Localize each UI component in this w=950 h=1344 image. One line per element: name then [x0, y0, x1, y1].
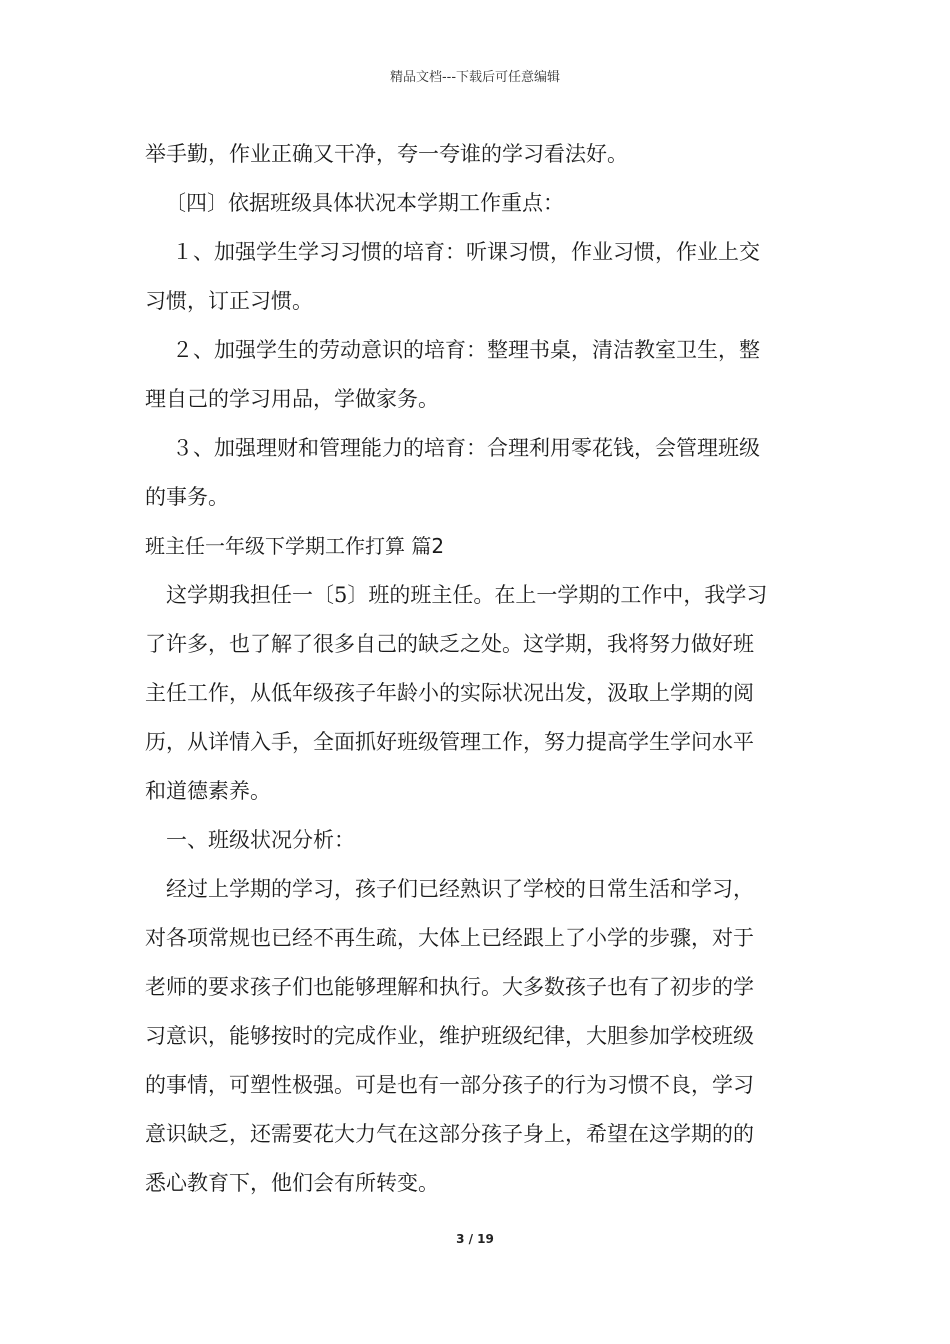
paragraph-line: 悉心教育下，他们会有所转变。 [145, 1171, 439, 1195]
paragraph-line: 的事情，可塑性极强。可是也有一部分孩子的行为习惯不良，学习 [145, 1073, 754, 1097]
document-body [145, 130, 810, 1208]
paragraph-line: 的事务。 [145, 485, 229, 509]
article-title: 班主任一年级下学期工作打算 篇2 [145, 534, 445, 558]
page-number: 3 / 19 [456, 1232, 494, 1246]
paragraph-line: 经过上学期的学习，孩子们已经熟识了学校的日常生活和学习， [166, 877, 754, 901]
paragraph-line: 这学期我担任一〔5〕班的班主任。在上一学期的工作中，我学习 [166, 583, 768, 607]
section-heading: 〔四〕依据班级具体状况本学期工作重点： [165, 191, 564, 215]
section-heading: 一、班级状况分析： [166, 828, 355, 852]
list-item: ２、加强学生的劳动意识的培育：整理书桌，清洁教室卫生，整 [172, 338, 760, 362]
paragraph-line: 习意识，能够按时的完成作业，维护班级纪律，大胆参加学校班级 [145, 1024, 754, 1048]
list-item: １、加强学生学习习惯的培育：听课习惯，作业习惯，作业上交 [172, 240, 760, 264]
paragraph-line: 理自己的学习用品，学做家务。 [145, 387, 439, 411]
paragraph-line: 对各项常规也已经不再生疏，大体上已经跟上了小学的步骤，对于 [145, 926, 754, 950]
page-header: 精品文档---下载后可任意编辑 [389, 70, 561, 85]
list-item: ３、加强理财和管理能力的培育：合理利用零花钱，会管理班级 [172, 436, 760, 460]
paragraph-line: 习惯，订正习惯。 [145, 289, 313, 313]
paragraph-line: 和道德素养。 [145, 779, 271, 803]
paragraph-line: 老师的要求孩子们也能够理解和执行。大多数孩子也有了初步的学 [145, 975, 754, 999]
paragraph-line: 了许多，也了解了很多自己的缺乏之处。这学期，我将努力做好班 [145, 632, 754, 656]
paragraph-line: 举手勤，作业正确又干净，夸一夸谁的学习看法好。 [145, 142, 628, 166]
paragraph-line: 主任工作，从低年级孩子年龄小的实际状况出发，汲取上学期的阅 [145, 681, 754, 705]
paragraph-line: 历，从详情入手，全面抓好班级管理工作，努力提高学生学问水平 [145, 730, 754, 754]
paragraph-line: 意识缺乏，还需要花大力气在这部分孩子身上，希望在这学期的的 [145, 1122, 754, 1146]
